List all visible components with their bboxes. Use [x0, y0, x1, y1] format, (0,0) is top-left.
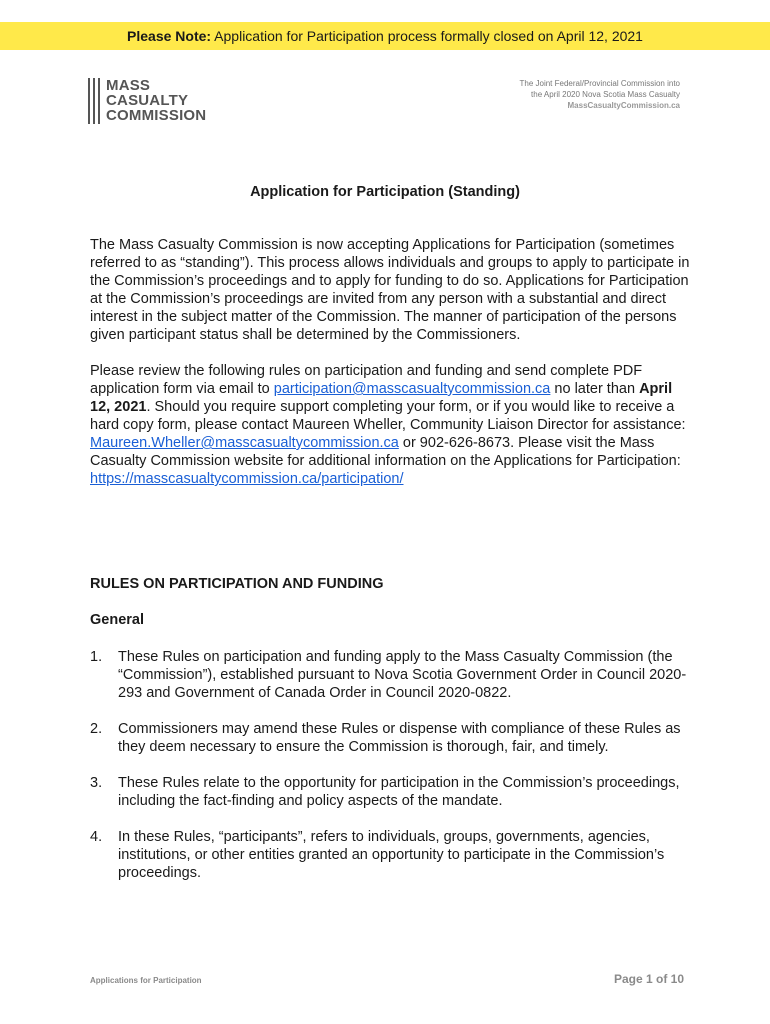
footer-title: Applications for Participation	[90, 976, 202, 985]
rule-text: These Rules on participation and funding apply to the Mass Casualty Commission (the “Commission”), established pursuant to Nova Scotia Government Order in Council 2020-293 and Government of Canada Order in Council 2020-0822.	[118, 649, 687, 701]
rules-list	[90, 648, 690, 900]
rule-item	[90, 648, 690, 702]
participation-url-link[interactable]: https://masscasualtycommission.ca/participation/	[90, 471, 404, 487]
liaison-email-link[interactable]: Maureen.Wheller@masscasualtycommission.ca	[90, 435, 399, 451]
rule-text: In these Rules, “participants”, refers to individuals, groups, governments, agencies, institutions, or other entities granted an opportunity to participate in the Commission’s proceedings.	[118, 829, 665, 881]
rule-item	[90, 774, 690, 810]
logo-line-3: COMMISSION	[106, 107, 207, 124]
commission-tagline	[519, 78, 680, 111]
review-text-2: no later than	[550, 381, 640, 397]
review-text-1: Please review the following rules on participation and funding and send complete PDF application form via email to	[90, 363, 643, 397]
rule-number: 4.	[90, 829, 103, 845]
intro-section	[90, 236, 690, 488]
rule-number: 1.	[90, 649, 103, 665]
page-number: Page 1 of 10	[613, 972, 684, 986]
rule-text: These Rules relate to the opportunity for participation in the Commission’s proceedings, including the fact-finding and policy aspects of the mandate.	[118, 775, 680, 809]
tagline-line-2: the April 2020 Nova Scotia Mass Casualty	[531, 90, 680, 99]
review-text-3: . Should you require support completing your form, or if you would like to receive a hard copy form, please contact Maureen Wheller, Community Liaison Director for assistance:	[90, 399, 686, 433]
tagline-line-1: The Joint Federal/Provincial Commission into	[519, 79, 680, 88]
intro-paragraph: The Mass Casualty Commission is now accepting Applications for Participation (sometimes referred to as “standing”). This process allows individuals and groups to apply to participate in the Commission’s proceedings and to apply for funding to do so. Applications for Participation at the Commission’s proceedings are invited from any person with a substantial and direct interest in the subject matter of the Commission. The manner of participation of the persons given participant status shall be determined by the Commissioners.	[90, 237, 690, 343]
notice-banner	[0, 22, 770, 50]
commission-logo	[88, 78, 206, 124]
rule-item	[90, 828, 690, 882]
general-heading: General	[90, 612, 144, 628]
document-title: Application for Participation (Standing)	[250, 184, 520, 200]
deadline-date: April 12, 2021	[90, 381, 673, 415]
rule-text: Commissioners may amend these Rules or dispense with compliance of these Rules as they deem necessary to ensure the Commission is thorough, fair, and timely.	[118, 721, 681, 755]
notice-label: Please Note:	[127, 28, 212, 44]
participation-email-link[interactable]: participation@masscasualtycommission.ca	[273, 381, 551, 397]
rule-item	[90, 720, 690, 756]
review-text-4: or 902-626-8673. Please visit the Mass Casualty Commission website for additional information on the Applications for Participation:	[90, 435, 681, 469]
notice-text: Application for Participation process formally closed on April 12, 2021	[211, 28, 643, 44]
rules-heading: RULES ON PARTICIPATION AND FUNDING	[90, 576, 384, 592]
tagline-site: MassCasualtyCommission.ca	[567, 101, 680, 110]
rule-number: 2.	[90, 721, 103, 737]
logo-line-2: CASUALTY	[106, 92, 189, 109]
logo-bars-icon	[88, 78, 100, 124]
rule-number: 3.	[90, 775, 103, 791]
logo-line-1: MASS	[106, 77, 151, 94]
review-paragraph	[90, 362, 690, 488]
